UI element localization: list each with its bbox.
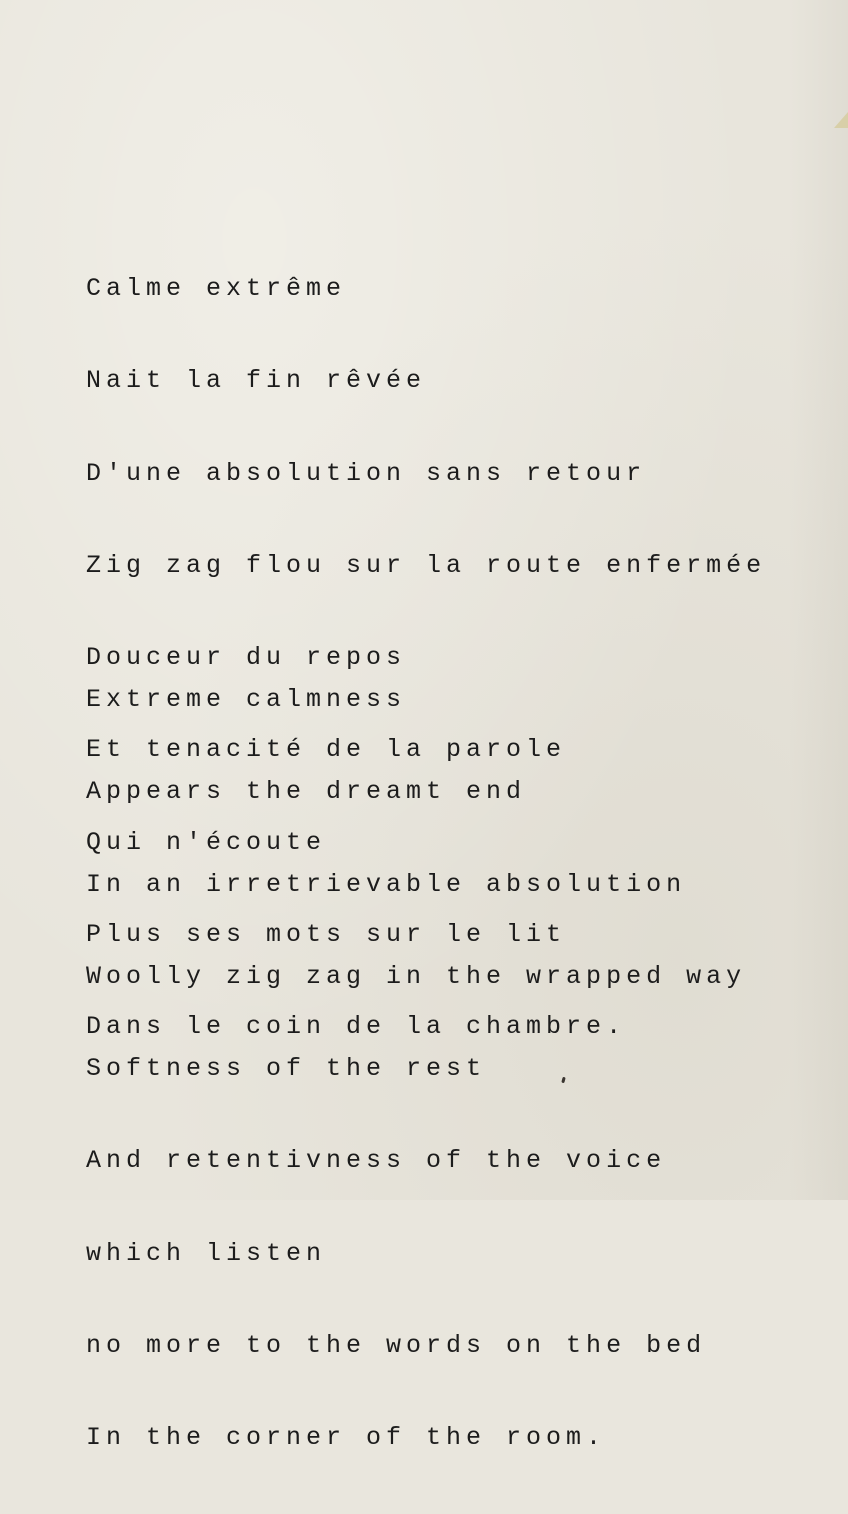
paper-corner-tab	[834, 112, 848, 128]
poem-line: And retentivness of the voice	[86, 1146, 667, 1176]
poem-line: Nait la fin rêvée	[86, 366, 427, 396]
poem-line: In the corner of the room.	[86, 1423, 607, 1453]
paper-edge-shadow	[788, 0, 848, 1200]
poem-line: Plus ses mots sur le lit	[86, 920, 567, 950]
poem-line: Douceur du repos	[86, 643, 407, 673]
poem-line: which listen	[86, 1238, 327, 1268]
poem-line: Woolly zig zag in the wrapped way	[86, 961, 747, 991]
poem-line: no more to the words on the bed	[86, 1331, 707, 1361]
poem-line: Qui n'écoute	[86, 827, 327, 857]
poem-line: Appears the dreamt end	[86, 777, 527, 807]
poem-line: Et tenacité de la parole	[86, 735, 567, 765]
poem-line: D'une absolution sans retour	[86, 458, 647, 488]
poem-line: Calme extrême	[86, 274, 347, 303]
poem-line: Zig zag flou sur la route enfermée	[86, 550, 767, 580]
poem-line: Softness of the rest	[86, 1054, 487, 1084]
english-stanza	[86, 625, 746, 1514]
poem-line: Extreme calmness	[86, 685, 407, 714]
poem-line: In an irretrievable absolution	[86, 869, 687, 899]
poem-line: Dans le coin de la chambre.	[86, 1012, 627, 1042]
